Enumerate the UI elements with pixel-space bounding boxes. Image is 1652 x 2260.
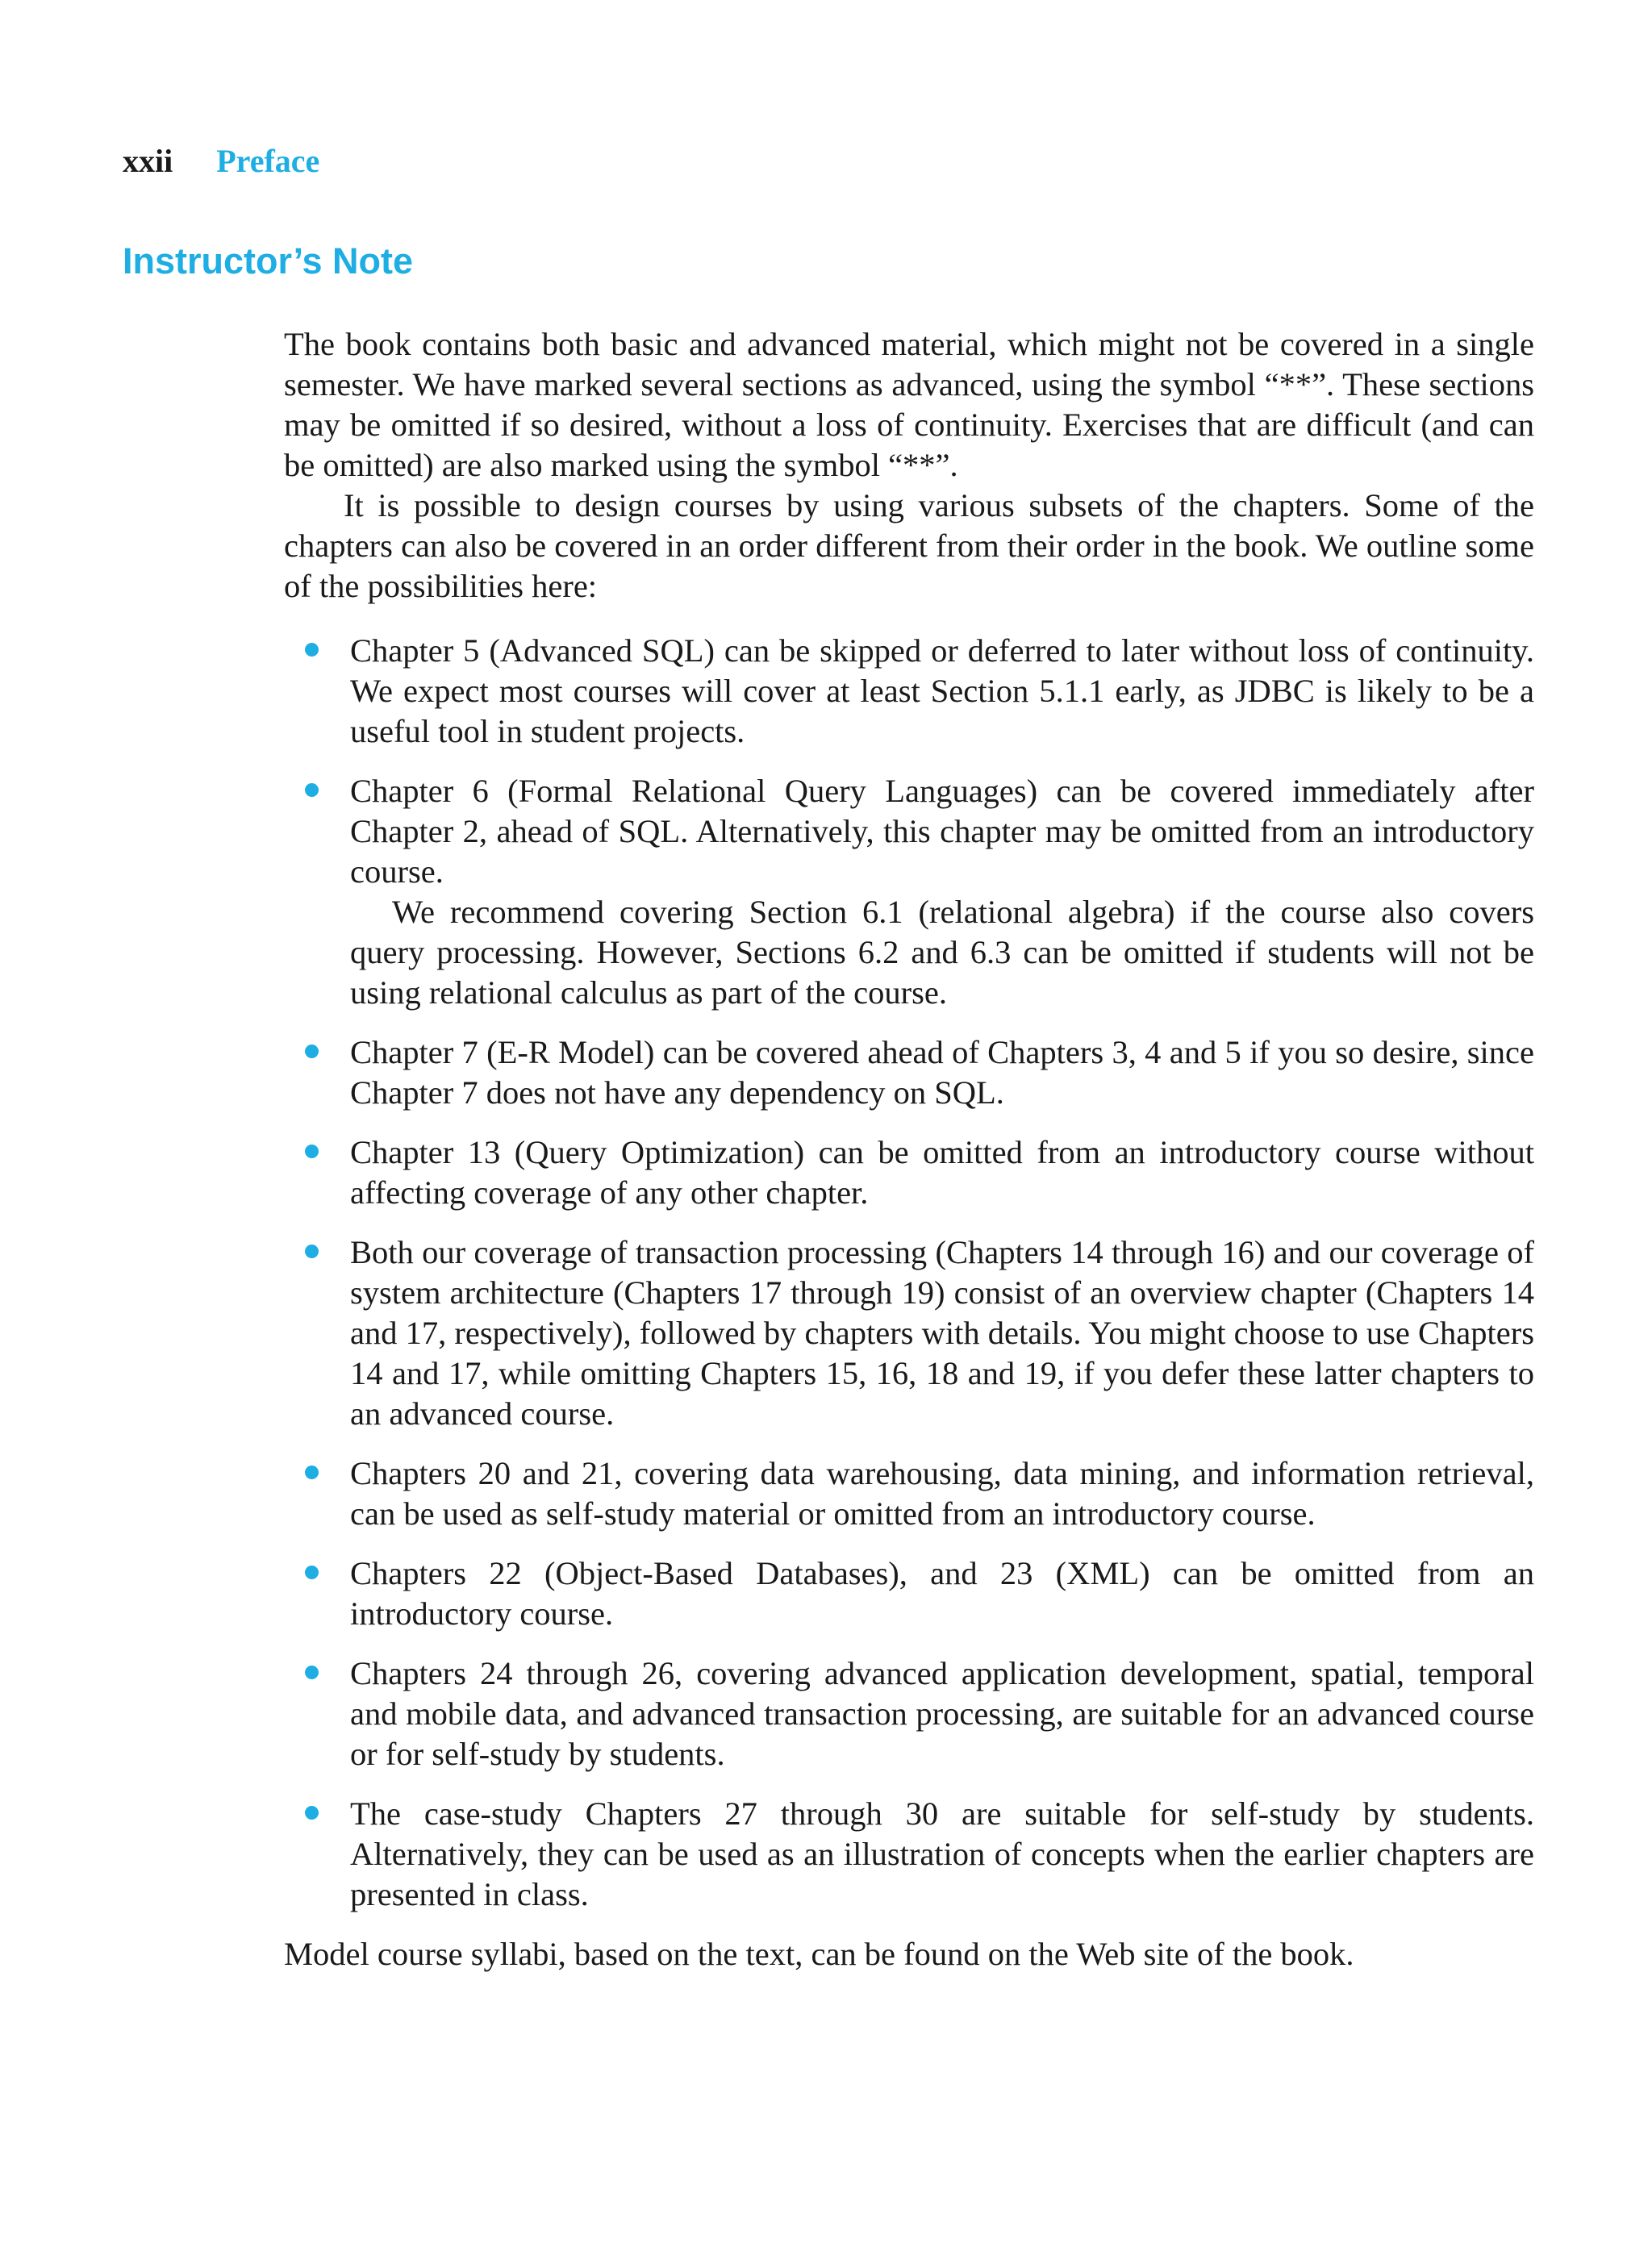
list-item-text: Chapter 13 (Query Optimization) can be omitted from an introductory course without affecting coverage of any other chapter. (350, 1134, 1534, 1211)
list-item-text: Chapter 6 (Formal Relational Query Languages) can be covered immediately after Chapter 2, ahead of SQL. Alternatively, this chapter may be omitted from an introductory course. (350, 773, 1534, 890)
bullet-icon (305, 1245, 319, 1258)
list-item (284, 1453, 1534, 1534)
running-head-chapter: Preface (216, 143, 320, 179)
list-item-text: Chapters 22 (Object-Based Databases), and 23 (XML) can be omitted from an introductory course. (350, 1555, 1534, 1632)
bullet-icon (305, 1045, 319, 1058)
bullet-icon (305, 1145, 319, 1158)
intro-paragraph: The book contains both basic and advanced material, which might not be covered in a single semester. We have marked several sections as advanced, using the symbol “**”. These sections may be omitted if so desired, without a loss of continuity. Exercises that are difficult (and can be omitted) are also marked using the symbol “**”. (284, 326, 1534, 483)
page-number: xxii (123, 143, 173, 179)
list-item-text: Chapter 7 (E-R Model) can be covered ahead of Chapters 3, 4 and 5 if you so desire, since Chapter 7 does not have any dependency on SQL. (350, 1034, 1534, 1111)
section-title: Instructor’s Note (123, 240, 414, 281)
list-item (284, 1653, 1534, 1774)
bullet-icon (305, 1566, 319, 1579)
list-item (284, 631, 1534, 752)
intro-paragraph: It is possible to design courses by using various subsets of the chapters. Some of the chapters can also be covered in an order different from their order in the book. We outline some of the possibilities here: (284, 487, 1534, 604)
closing-paragraph: Model course syllabi, based on the text, can be found on the Web site of the book. (284, 1936, 1354, 1972)
list-item (284, 1232, 1534, 1434)
bullet-icon (305, 643, 319, 657)
bullet-icon (305, 1666, 319, 1679)
list-item (284, 1794, 1534, 1915)
bullet-icon (305, 783, 319, 797)
running-head (123, 142, 319, 181)
list-item (284, 1032, 1534, 1113)
list-item (284, 771, 1534, 1013)
list-item (284, 1132, 1534, 1213)
bullet-icon (305, 1806, 319, 1820)
bullet-icon (305, 1466, 319, 1479)
list-item-text: Chapters 20 and 21, covering data warehousing, data mining, and information retrieval, can be used as self-study material or omitted from an introductory course. (350, 1455, 1534, 1532)
body-text (284, 324, 1534, 1974)
list-item-text: Chapter 5 (Advanced SQL) can be skipped or deferred to later without loss of continuity. We expect most courses will cover at least Section 5.1.1 early, as JDBC is likely to be a useful tool in student projects. (350, 632, 1534, 749)
list-item-text: Both our coverage of transaction processing (Chapters 14 through 16) and our coverage of system architecture (Chapters 17 through 19) consist of an overview chapter (Chapters 14 and 17, respectively), followed by chapters with details. You might choose to use Chapters 14 and 17, while omitting Chapters 15, 16, 18 and 19, if you defer these latter chapters to an advanced course. (350, 1234, 1534, 1432)
list-item-subparagraph: We recommend covering Section 6.1 (relational algebra) if the course also covers query processing. However, Sections 6.2 and 6.3 can be omitted if students will not be using relational calculus as part of the course. (350, 894, 1534, 1011)
bullet-list (284, 631, 1534, 1915)
list-item-text: The case-study Chapters 27 through 30 are suitable for self-study by students. Alternatively, they can be used as an illustration of concepts when the earlier chapters are presented in class. (350, 1795, 1534, 1912)
list-item-text: Chapters 24 through 26, covering advanced application development, spatial, temporal and mobile data, and advanced transaction processing, are suitable for an advanced course or for self-study by students. (350, 1655, 1534, 1772)
list-item (284, 1553, 1534, 1634)
